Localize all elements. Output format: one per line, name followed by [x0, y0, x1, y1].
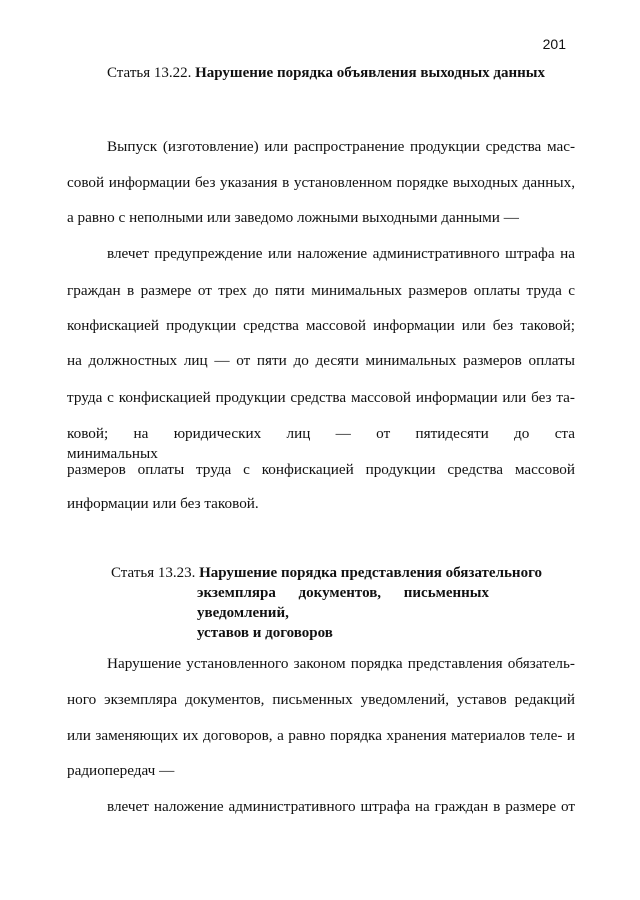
body-line: ковой; на юридических лиц — от пятидесяти до ста минимальных	[67, 425, 575, 462]
article-label: Статья 13.22.	[107, 65, 192, 81]
article-label: Статья 13.23.	[111, 565, 196, 581]
body-line: информации или без таковой.	[67, 495, 259, 512]
body-line: или заменяющих их договоров, а равно порядка хранения материалов теле- и	[67, 727, 575, 744]
body-line: на должностных лиц — от пяти до десяти минимальных размеров оплаты	[67, 352, 575, 369]
body-line: совой информации без указания в установленном порядке выходных данных,	[67, 174, 575, 191]
article-heading-13-22	[107, 63, 545, 83]
body-line: труда с конфискацией продукции средства массовой информации или без та-	[67, 389, 575, 406]
body-line: конфискацией продукции средства массовой информации или без таковой;	[67, 317, 575, 334]
body-line: влечет предупреждение или наложение административного штрафа на	[107, 245, 575, 262]
article-title-line: уставов и договоров	[197, 625, 333, 641]
body-line: Выпуск (изготовление) или распространение продукции средства мас-	[107, 138, 575, 155]
body-line: Нарушение установленного законом порядка представления обязатель-	[107, 655, 575, 672]
page-number: 201	[542, 36, 566, 52]
article-title: Нарушение порядка объявления выходных данных	[195, 65, 546, 81]
body-line: радиопередач —	[67, 762, 175, 779]
article-heading-13-23	[111, 563, 542, 643]
body-line: ного экземпляра документов, письменных уведомлений, уставов редакций	[67, 691, 575, 708]
body-line: а равно с неполными или заведомо ложными выходными данными —	[67, 209, 519, 226]
body-line: граждан в размере от трех до пяти минимальных размеров оплаты труда с	[67, 282, 575, 299]
body-line: влечет наложение административного штрафа на граждан в размере от	[107, 798, 575, 815]
article-title-line: Нарушение порядка представления обязательного	[199, 565, 543, 581]
article-title-line: экземпляра документов, письменных уведомлений,	[197, 585, 489, 621]
body-line: размеров оплаты труда с конфискацией продукции средства массовой	[67, 461, 575, 478]
